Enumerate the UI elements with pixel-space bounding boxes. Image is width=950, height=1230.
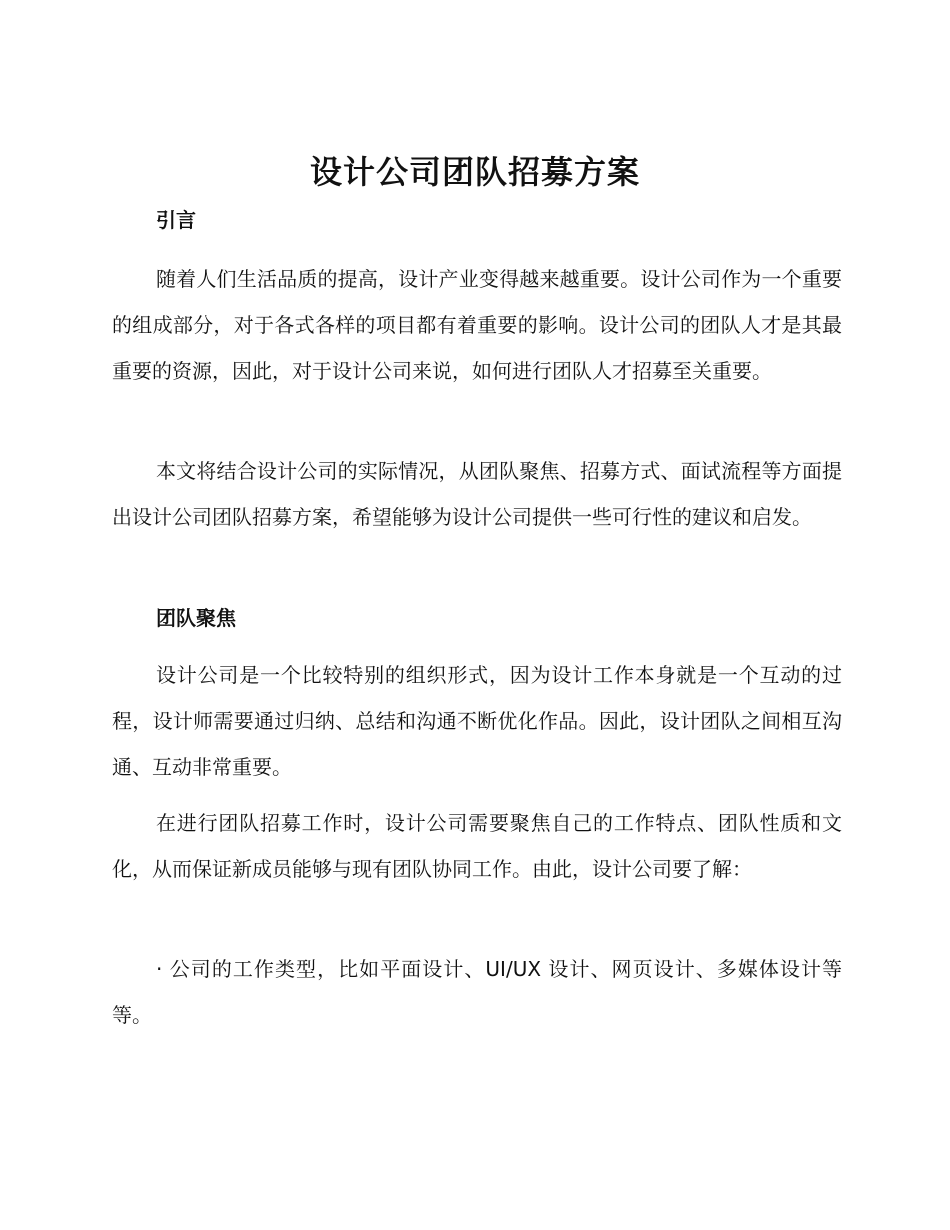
section-heading-team-focus: 团队聚焦 [156, 606, 236, 630]
section-heading-intro: 引言 [156, 208, 196, 232]
document-title: 设计公司团队招募方案 [309, 153, 640, 191]
bullet-item-work-types: · 公司的工作类型，比如平面设计、UI/UX 设计、网页设计、多媒体设计等等。 [112, 957, 842, 1027]
paragraph-intro-2: 本文将结合设计公司的实际情况，从团队聚焦、招募方式、面试流程等方面提出设计公司团队招募方案，希望能够为设计公司提供一些可行性的建议和启发。 [112, 459, 842, 529]
paragraph-team-focus-2: 在进行团队招募工作时，设计公司需要聚焦自己的工作特点、团队性质和文化，从而保证新成员能够与现有团队协同工作。由此，设计公司要了解： [112, 811, 842, 881]
paragraph-team-focus-1: 设计公司是一个比较特别的组织形式，因为设计工作本身就是一个互动的过程，设计师需要通过归纳、总结和沟通不断优化作品。因此，设计团队之间相互沟通、互动非常重要。 [112, 663, 842, 779]
paragraph-intro-1: 随着人们生活品质的提高，设计产业变得越来越重要。设计公司作为一个重要的组成部分，对于各式各样的项目都有着重要的影响。设计公司的团队人才是其最重要的资源，因此，对于设计公司来说，如何进行团队人才招募至关重要。 [112, 267, 842, 383]
